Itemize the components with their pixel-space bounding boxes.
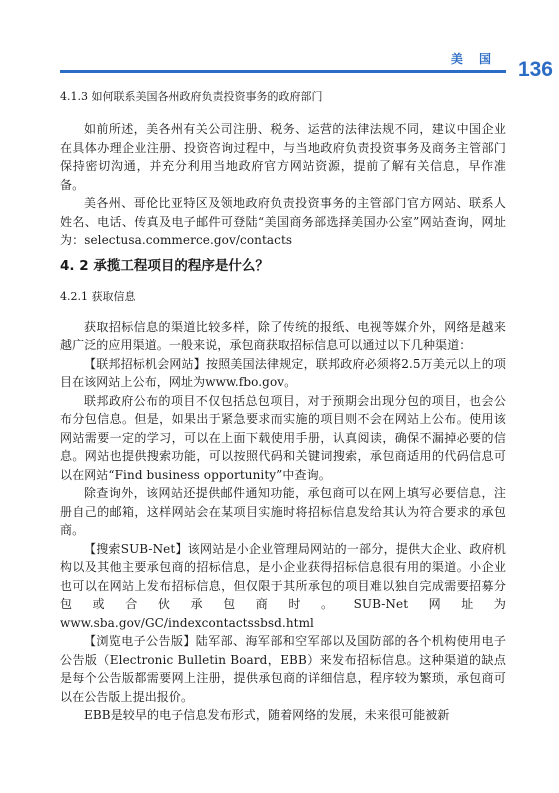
page-number: 136 [517, 58, 553, 81]
paragraph: 美各州、哥伦比亚特区及领地政府负责投资事务的主管部门官方网站、联系人姓名、电话、传真及电子邮件可登陆“美国商务部选择美国办公室”网站查询，网址为：selectusa.commerce.gov/contacts [60, 196, 506, 247]
paragraph: 【联邦招标机会网站】按照美国法律规定，联邦政府必须将2.5万美元以上的项目在该网站上公布，网址为www.fbo.gov。 [60, 356, 506, 389]
paragraph: 获取招标信息的渠道比较多样，除了传统的报纸、电视等媒介外，网络是越来越广泛的应用渠道。一般来说，承包商获取招标信息可以通过以下几种渠道： [60, 319, 506, 352]
paragraph: 如前所述，美各州有关公司注册、税务、运营的法律法规不同，建议中国企业在具体办理企业注册、投资咨询过程中，与当地政府负责投资事务及商务主管部门保持密切沟通，并充分利用当地政府官方网站资源，提前了解有关信息，早作准备。 [60, 122, 506, 192]
section-heading-4-2: 4. 2 承揽工程项目的程序是什么？ [60, 257, 269, 274]
header-rule [60, 70, 506, 73]
running-header-country: 美 国 [450, 52, 497, 66]
section-heading-4-2-1: 4.2.1 获取信息 [60, 289, 136, 303]
page-body [60, 88, 506, 725]
paragraph: 【浏览电子公告版】陆军部、海军部和空军部以及国防部的各个机构使用电子公告版（Electronic Bulletin Board，EBB）来发布招标信息。这种渠道的缺点是每个公告版都需要网上注册，提供承包商的详细信息，程序较为繁琐，承包商可以在公告版上提出报价。 [60, 634, 506, 704]
page-header [0, 0, 559, 81]
paragraph: EBB是较早的电子信息发布形式，随着网络的发展，未来很可能被新 [84, 708, 450, 722]
paragraph: 【搜索SUB-Net】该网站是小企业管理局网站的一部分，提供大企业、政府机构以及其他主要承包商的招标信息，是小企业获得招标信息很有用的渠道。小企业也可以在网站上发布招标信息，但仅限于其所承包的项目难以独自完成需要招募分包或合伙承包商时。SUB-Net网址为www.sba.gov/GC/indexcontactssbsd.html [60, 541, 506, 630]
section-heading-4-1-3: 4.1.3 如何联系美国各州政府负责投资事务的政府部门 [60, 90, 323, 103]
paragraph: 除查询外，该网站还提供邮件通知功能，承包商可以在网上填写必要信息，注册自己的邮箱，这样网站会在某项目实施时将招标信息发给其认为符合要求的承包商。 [60, 486, 506, 537]
paragraph: 联邦政府公布的项目不仅包括总包项目，对于预期会出现分包的项目，也会公布分包信息。但是，如果出于紧急要求而实施的项目则不会在网站上公布。使用该网站需要一定的学习，可以在上面下载使用手册，认真阅读，确保不漏掉必要的信息。网站也提供搜索功能，可以按照代码和关键词搜索，承包商适用的代码信息可以在网站“Find business opportunity”中查询。 [60, 393, 506, 482]
